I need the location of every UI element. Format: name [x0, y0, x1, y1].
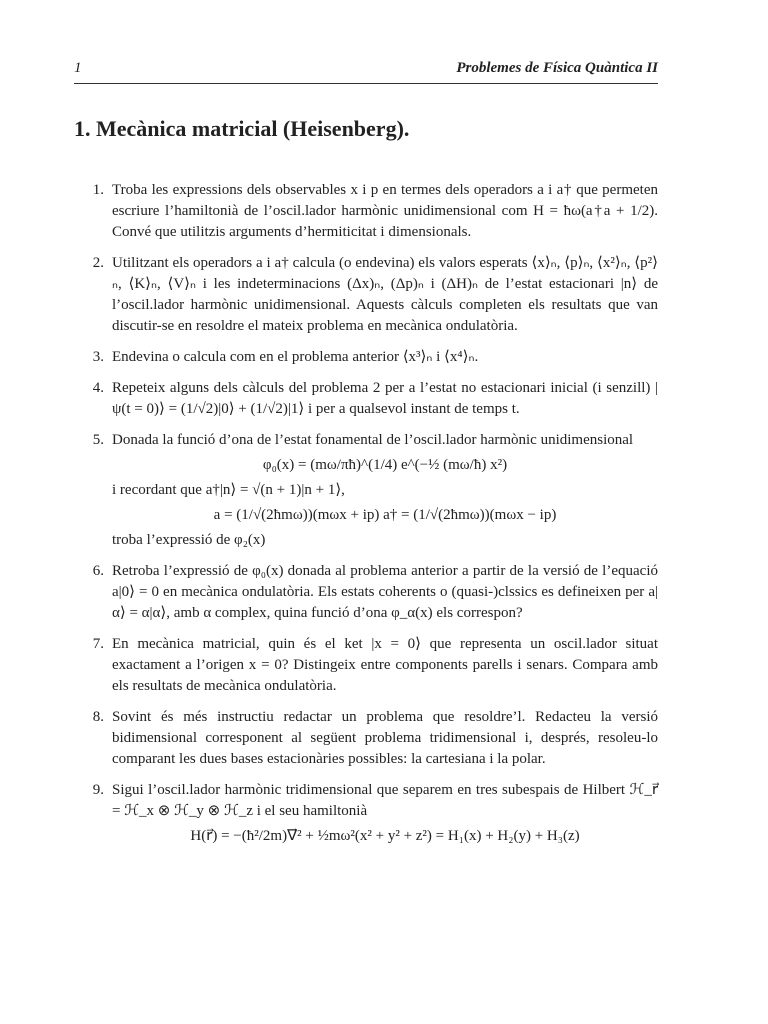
problem-text: Sigui l’oscil.lador harmònic tridimensional que separem en tres subespais de Hilbert ℋ_r⃗ = ℋ_x ⊗ ℋ_y ⊗ ℋ_z i el seu hamiltonià: [112, 782, 658, 819]
problem-text: Troba les expressions dels observables x i p en termes dels operadors a i a† que permeten escriure l’hamiltonià de l’oscil.lador harmònic unidimensional com H = ħω(a†a + 1/2). Convé que utilitzis arguments d’hermiticitat i dimensionals.: [112, 182, 658, 240]
section-title: 1. Mecànica matricial (Heisenberg).: [74, 116, 410, 141]
header-rule: [74, 83, 658, 84]
problem-item: [74, 253, 658, 337]
equation-ground-state: φ₀(x) = (mω/πħ)^(1/4) e^(−½ (mω/ħ) x²): [262, 457, 508, 473]
problem-item: [74, 430, 658, 551]
problem-body: [112, 430, 658, 551]
equation-ladder-operators: a = (1/√(2ħmω))(mωx + ip) a† = (1/√(2ħmω))(mωx − ip): [213, 507, 557, 523]
problem-number: 5.: [92, 432, 104, 448]
problem-text: i recordant que a†|n⟩ = √(n + 1)|n + 1⟩,: [112, 482, 345, 498]
problem-text: Repeteix alguns dels càlculs del problema 2 per a l’estat no estacionari inicial (i senzill) |ψ(t = 0)⟩ = (1/√2)|0⟩ + (1/√2)|1⟩ i per a qualsevol instant de temps t.: [112, 380, 658, 417]
problem-number: 8.: [92, 709, 104, 725]
equation-hamiltonian: H(r⃗) = −(ħ²/2m)∇⃗² + ½mω²(x² + y² + z²) = H₁(x) + H₂(y) + H₃(z): [190, 828, 580, 844]
problem-number: 9.: [92, 782, 104, 798]
problem-number: 3.: [92, 349, 104, 365]
problem-number: 1.: [92, 182, 104, 198]
problem-text: En mecànica matricial, quin és el ket |x = 0⟩ que representa un oscil.lador situat exactament a l’origen x = 0? Distingeix entre components parells i senars. Compara amb els resultats de mecànica ondulatòria.: [112, 636, 658, 694]
problem-item: [74, 347, 658, 368]
problem-text: troba l’expressió de φ₂(x): [112, 532, 266, 548]
problem-text: Sovint és més instructiu redactar un problema que resoldre’l. Redacteu la versió bidimensional corresponent al següent problema tridimensional i, després, resoleu-lo comparant les dues bases estacionàries possibles: la cartesiana i la polar.: [112, 709, 658, 767]
problem-item: [74, 707, 658, 770]
problem-body: [112, 780, 658, 851]
problem-item: [74, 378, 658, 420]
problem-text: Endevina o calcula com en el problema anterior ⟨x³⟩ₙ i ⟨x⁴⟩ₙ.: [112, 349, 479, 365]
running-title: Problemes de Física Quàntica II: [456, 60, 658, 76]
problem-list: [74, 180, 658, 861]
problem-number: 6.: [92, 563, 104, 579]
problem-number: 7.: [92, 636, 104, 652]
problem-text: Retroba l’expressió de φ₀(x) donada al problema anterior a partir de la versió de l’equació a|0⟩ = 0 en mecànica ondulatòria. Els estats coherents o (quasi-)clssics es defineixen per a|α⟩ = α|α⟩, amb α complex, quina funció d’ona φ_α(x) els correspon?: [112, 563, 658, 621]
problem-item: [74, 634, 658, 697]
problem-item: [74, 180, 658, 243]
problem-text: Utilitzant els operadors a i a† calcula (o endevina) els valors esperats ⟨x⟩ₙ, ⟨p⟩ₙ, ⟨x²⟩ₙ, ⟨p²⟩ₙ, ⟨K⟩ₙ, ⟨V⟩ₙ i les indeterminacions (Δx)ₙ, (Δp)ₙ i (ΔH)ₙ de l’estat estacionari |n⟩ de l’oscil.lador harmònic unidimensional. Aquests càlculs completen els resultats que van discutir-se en resoldre el mateix problema en mecànica ondulatòria.: [112, 255, 658, 334]
problem-number: 2.: [92, 255, 104, 271]
page-number: 1: [74, 60, 82, 76]
problem-item: [74, 780, 658, 851]
page-header: [74, 60, 658, 80]
problem-number: 4.: [92, 380, 104, 396]
problem-item: [74, 561, 658, 624]
problem-text: Donada la funció d’ona de l’estat fonamental de l’oscil.lador harmònic unidimensional: [112, 432, 634, 448]
